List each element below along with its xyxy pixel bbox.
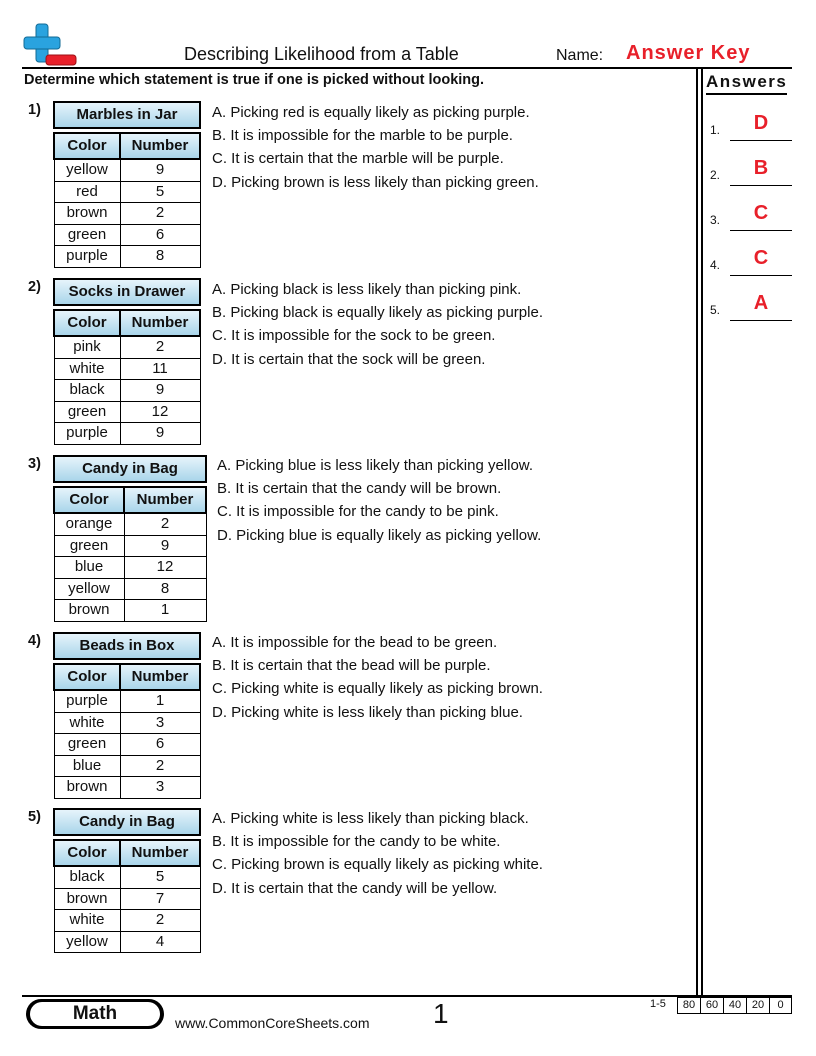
options-list bbox=[212, 631, 543, 724]
color-cell: green bbox=[54, 734, 120, 756]
option-d: D. Picking white is less likely than picking blue. bbox=[212, 703, 523, 721]
number-cell: 5 bbox=[120, 181, 200, 203]
table-row bbox=[54, 380, 200, 402]
color-cell: white bbox=[54, 358, 120, 380]
table-row bbox=[54, 734, 200, 756]
answer-letter: D bbox=[753, 112, 769, 134]
number-cell: 9 bbox=[120, 159, 200, 181]
table-row bbox=[54, 159, 200, 181]
column-header: Number bbox=[120, 664, 200, 690]
name-label: Name: bbox=[556, 47, 604, 64]
number-cell: 2 bbox=[120, 910, 200, 932]
table-row bbox=[54, 578, 206, 600]
answer-key-label: Answer Key bbox=[626, 42, 751, 64]
table-row bbox=[54, 401, 200, 423]
number-cell: 8 bbox=[120, 246, 200, 268]
column-header: Number bbox=[120, 840, 200, 866]
color-cell: brown bbox=[54, 203, 120, 225]
table-caption: Socks in Drawer bbox=[54, 279, 200, 305]
color-cell: orange bbox=[54, 513, 124, 535]
answer-number: 4. bbox=[710, 258, 721, 272]
number-cell: 9 bbox=[124, 535, 206, 557]
table-row bbox=[54, 336, 200, 358]
column-header: Number bbox=[120, 310, 200, 336]
color-cell: black bbox=[54, 866, 120, 888]
number-cell: 12 bbox=[124, 557, 206, 579]
color-cell: black bbox=[54, 380, 120, 402]
color-cell: purple bbox=[54, 690, 120, 712]
score-box: 20 bbox=[746, 997, 770, 1014]
table-row bbox=[54, 513, 206, 535]
plus-minus-logo-icon bbox=[22, 22, 78, 68]
column-header: Color bbox=[54, 487, 124, 513]
color-cell: brown bbox=[54, 600, 124, 622]
color-cell: green bbox=[54, 401, 120, 423]
table-caption: Marbles in Jar bbox=[54, 102, 200, 128]
option-b: B. It is certain that the bead will be purple. bbox=[212, 657, 491, 675]
problem-number: 3) bbox=[28, 456, 41, 472]
answer-letter: A bbox=[753, 292, 769, 314]
table-row bbox=[54, 712, 200, 734]
table-row bbox=[54, 866, 200, 888]
answer-number: 2. bbox=[710, 168, 721, 182]
number-cell: 6 bbox=[120, 224, 200, 246]
score-box: 40 bbox=[723, 997, 747, 1014]
page-number: 1 bbox=[433, 998, 449, 1029]
number-cell: 2 bbox=[124, 513, 206, 535]
table-row bbox=[54, 181, 200, 203]
data-table bbox=[53, 808, 201, 953]
table-row bbox=[54, 931, 200, 953]
score-box: 60 bbox=[700, 997, 724, 1014]
option-c: C. It is impossible for the candy to be pink. bbox=[217, 503, 499, 521]
number-cell: 7 bbox=[120, 888, 200, 910]
table-row bbox=[54, 910, 200, 932]
table-row bbox=[54, 600, 206, 622]
color-cell: blue bbox=[54, 557, 124, 579]
answer-number: 3. bbox=[710, 213, 721, 227]
column-header: Color bbox=[54, 310, 120, 336]
column-header: Color bbox=[54, 133, 120, 159]
number-cell: 4 bbox=[120, 931, 200, 953]
number-cell: 2 bbox=[120, 336, 200, 358]
color-cell: purple bbox=[54, 423, 120, 445]
number-cell: 11 bbox=[120, 358, 200, 380]
option-a: A. It is impossible for the bead to be green. bbox=[212, 634, 498, 651]
option-d: D. It is certain that the sock will be green. bbox=[212, 350, 486, 368]
option-a: A. Picking blue is less likely than picking yellow. bbox=[217, 457, 533, 474]
color-cell: yellow bbox=[54, 578, 124, 600]
problem-number: 2) bbox=[28, 279, 41, 295]
subject-badge bbox=[26, 999, 164, 1029]
number-cell: 3 bbox=[120, 712, 200, 734]
answer-number: 1. bbox=[710, 123, 721, 137]
table-caption: Candy in Bag bbox=[54, 809, 200, 835]
option-c: C. Picking white is equally likely as picking brown. bbox=[212, 680, 543, 698]
header-divider bbox=[22, 67, 792, 69]
option-b: B. It is impossible for the candy to be white. bbox=[212, 833, 501, 851]
number-cell: 2 bbox=[120, 755, 200, 777]
website-link[interactable]: www.CommonCoreSheets.com bbox=[175, 1015, 370, 1031]
answers-divider bbox=[696, 67, 698, 997]
number-cell: 8 bbox=[124, 578, 206, 600]
table-row bbox=[54, 224, 200, 246]
column-header: Number bbox=[120, 133, 200, 159]
table-row bbox=[54, 888, 200, 910]
number-cell: 12 bbox=[120, 401, 200, 423]
data-table bbox=[53, 455, 207, 622]
data-table bbox=[53, 101, 201, 268]
column-header: Color bbox=[54, 840, 120, 866]
option-a: A. Picking red is equally likely as picking purple. bbox=[212, 104, 530, 121]
number-cell: 1 bbox=[124, 600, 206, 622]
column-header: Number bbox=[124, 487, 206, 513]
color-cell: pink bbox=[54, 336, 120, 358]
answers-heading: Answers bbox=[706, 72, 787, 95]
page-title: Describing Likelihood from a Table bbox=[184, 44, 459, 64]
option-b: B. It is impossible for the marble to be purple. bbox=[212, 127, 513, 145]
answer-row bbox=[710, 202, 769, 227]
answer-number: 5. bbox=[710, 303, 721, 317]
answer-letter: C bbox=[753, 247, 769, 269]
color-cell: purple bbox=[54, 246, 120, 268]
column-header: Color bbox=[54, 664, 120, 690]
color-cell: green bbox=[54, 224, 120, 246]
answer-row bbox=[710, 157, 769, 182]
number-cell: 9 bbox=[120, 380, 200, 402]
options-list bbox=[217, 454, 541, 547]
option-b: B. It is certain that the candy will be brown. bbox=[217, 480, 502, 498]
color-cell: brown bbox=[54, 888, 120, 910]
color-cell: brown bbox=[54, 777, 120, 799]
number-cell: 3 bbox=[120, 777, 200, 799]
data-table bbox=[53, 278, 201, 445]
answers-divider-inner bbox=[701, 67, 703, 997]
color-cell: red bbox=[54, 181, 120, 203]
option-c: C. It is certain that the marble will be purple. bbox=[212, 150, 504, 168]
table-row bbox=[54, 246, 200, 268]
option-d: D. Picking blue is equally likely as picking yellow. bbox=[217, 526, 542, 544]
option-a: A. Picking white is less likely than picking black. bbox=[212, 810, 529, 827]
table-row bbox=[54, 535, 206, 557]
table-row bbox=[54, 755, 200, 777]
table-row bbox=[54, 423, 200, 445]
option-c: C. Picking brown is equally likely as picking white. bbox=[212, 856, 543, 874]
color-cell: white bbox=[54, 712, 120, 734]
table-caption: Beads in Box bbox=[54, 633, 200, 659]
table-caption: Candy in Bag bbox=[54, 456, 206, 482]
option-c: C. It is impossible for the sock to be green. bbox=[212, 327, 496, 345]
table-row bbox=[54, 690, 200, 712]
score-box: 0 bbox=[769, 997, 792, 1014]
option-b: B. Picking black is equally likely as picking purple. bbox=[212, 304, 543, 322]
problem-number: 5) bbox=[28, 809, 41, 825]
table-row bbox=[54, 557, 206, 579]
answer-letter: C bbox=[753, 202, 769, 224]
data-table bbox=[53, 632, 201, 799]
subject-label: Math bbox=[30, 1002, 160, 1026]
problem-number: 1) bbox=[28, 102, 41, 118]
table-row bbox=[54, 777, 200, 799]
answer-letter: B bbox=[753, 157, 769, 179]
table-row bbox=[54, 203, 200, 225]
score-box: 80 bbox=[677, 997, 701, 1014]
option-d: D. Picking brown is less likely than picking green. bbox=[212, 173, 539, 191]
number-cell: 1 bbox=[120, 690, 200, 712]
color-cell: yellow bbox=[54, 159, 120, 181]
number-cell: 5 bbox=[120, 866, 200, 888]
table-row bbox=[54, 358, 200, 380]
color-cell: blue bbox=[54, 755, 120, 777]
problem-number: 4) bbox=[28, 633, 41, 649]
option-d: D. It is certain that the candy will be yellow. bbox=[212, 879, 498, 897]
options-list bbox=[212, 101, 539, 194]
number-cell: 6 bbox=[120, 734, 200, 756]
answer-row bbox=[710, 112, 769, 137]
option-a: A. Picking black is less likely than picking pink. bbox=[212, 281, 522, 298]
number-cell: 2 bbox=[120, 203, 200, 225]
options-list bbox=[212, 278, 543, 371]
number-cell: 9 bbox=[120, 423, 200, 445]
answer-row bbox=[710, 247, 769, 272]
color-cell: yellow bbox=[54, 931, 120, 953]
answer-row bbox=[710, 292, 769, 317]
options-list bbox=[212, 807, 543, 900]
color-cell: green bbox=[54, 535, 124, 557]
color-cell: white bbox=[54, 910, 120, 932]
instructions: Determine which statement is true if one is picked without looking. bbox=[24, 72, 485, 88]
score-range-label: 1-5 bbox=[650, 998, 666, 1010]
